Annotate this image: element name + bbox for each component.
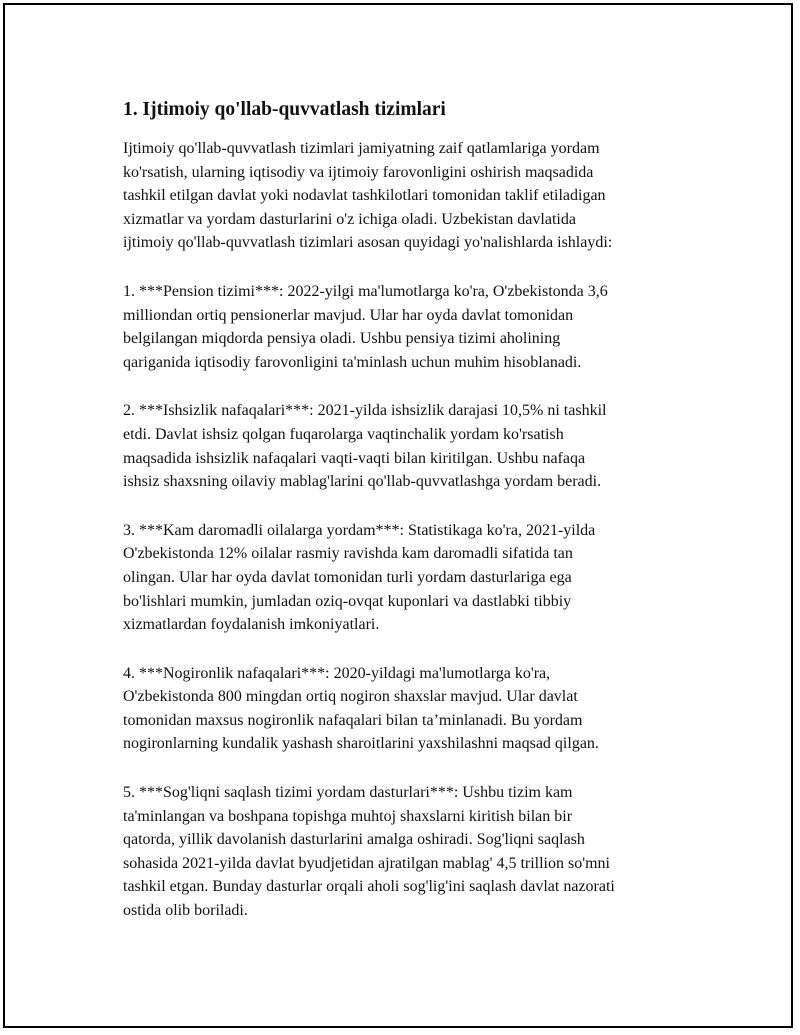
text-line: 1. ***Pension tizimi***: 2022-yilgi ma'lumotlarga ko'ra, O'zbekistonda 3,6: [123, 282, 608, 300]
text-line: ostida olib boriladi.: [123, 902, 248, 920]
text-line: O'zbekistonda 12% oilalar rasmiy ravishda kam daromadli sifatida tan: [123, 545, 573, 563]
list-item-paragraph: [123, 399, 693, 493]
text-line: O'zbekistonda 800 mingdan ortiq nogiron shaxslar mavjud. Ular davlat: [123, 688, 578, 706]
text-line: tashkil etilgan davlat yoki nodavlat tashkilotlari tomonidan taklif etiladigan: [123, 187, 606, 205]
document-body: [123, 97, 693, 948]
text-line: bo'lishlari mumkin, jumladan oziq-ovqat kuponlari va dastlabki tibbiy: [123, 592, 572, 610]
text-line: xizmatlar va yordam dasturlarini o'z ichiga oladi. Uzbekistan davlatida: [123, 210, 576, 228]
text-line: etdi. Davlat ishsiz qolgan fuqarolarga vaqtinchalik yordam ko'rsatish: [123, 425, 564, 443]
text-line: 5. ***Sog'liqni saqlash tizimi yordam dasturlari***: Ushbu tizim kam: [123, 784, 573, 802]
text-line: qariganida iqtisodiy farovonligini ta'minlash uchun muhim hisoblanadi.: [123, 353, 582, 371]
list-item-paragraph: [123, 280, 693, 374]
text-line: maqsadida ishsizlik nafaqalari vaqti-vaqti bilan kiritilgan. Ushbu nafaqa: [123, 449, 586, 467]
text-line: tomonidan maxsus nogironlik nafaqalari bilan ta’minlanadi. Bu yordam: [123, 711, 583, 729]
section-heading: 1. Ijtimoiy qo'llab-quvvatlash tizimlari: [123, 99, 446, 120]
list-item-paragraph: [123, 781, 693, 923]
text-line: milliondan ortiq pensionerlar mavjud. Ular har oyda davlat tomonidan: [123, 306, 574, 324]
list-item-paragraph: [123, 519, 693, 637]
text-line: ta'minlangan va boshpana topishga muhtoj shaxslarni kiritish bilan bir: [123, 807, 573, 825]
paragraph-list: [123, 137, 693, 923]
text-line: ijtimoiy qo'llab-quvvatlash tizimlari asosan quyidagi yo'nalishlarda ishlaydi:: [123, 234, 613, 252]
text-line: tashkil etgan. Bunday dasturlar orqali aholi sog'lig'ini saqlash davlat nazorati: [123, 878, 615, 896]
text-line: 4. ***Nogironlik nafaqalari***: 2020-yildagi ma'lumotlarga ko'ra,: [123, 664, 551, 682]
text-line: nogironlarning kundalik yashash sharoitlarini yaxshilashni maqsad qilgan.: [123, 735, 599, 753]
list-item-paragraph: [123, 662, 693, 756]
intro-paragraph: [123, 137, 693, 255]
text-line: sohasida 2021-yilda davlat byudjetidan ajratilgan mablag' 4,5 trillion so'mni: [123, 854, 610, 872]
text-line: qatorda, yillik davolanish dasturlarini amalga oshiradi. Sog'liqni saqlash: [123, 831, 585, 849]
text-line: Ijtimoiy qo'llab-quvvatlash tizimlari jamiyatning zaif qatlamlariga yordam: [123, 140, 600, 157]
text-line: 3. ***Kam daromadli oilalarga yordam***: Statistikaga ko'ra, 2021-yilda: [123, 521, 596, 539]
text-line: ishsiz shaxsning oilaviy mablag'larini qo'llab-quvvatlashga yordam beradi.: [123, 473, 602, 491]
page-frame: [3, 3, 793, 1028]
text-line: xizmatlardan foydalanish imkoniyatlari.: [123, 616, 380, 634]
text-line: ko'rsatish, ularning iqtisodiy va ijtimoiy farovonligini oshirish maqsadida: [123, 163, 594, 181]
text-line: olingan. Ular har oyda davlat tomonidan turli yordam dasturlariga ega: [123, 568, 572, 586]
text-line: belgilangan miqdorda pensiya oladi. Ushbu pensiya tizimi aholining: [123, 330, 561, 348]
text-line: 2. ***Ishsizlik nafaqalari***: 2021-yilda ishsizlik darajasi 10,5% ni tashkil: [123, 402, 607, 420]
